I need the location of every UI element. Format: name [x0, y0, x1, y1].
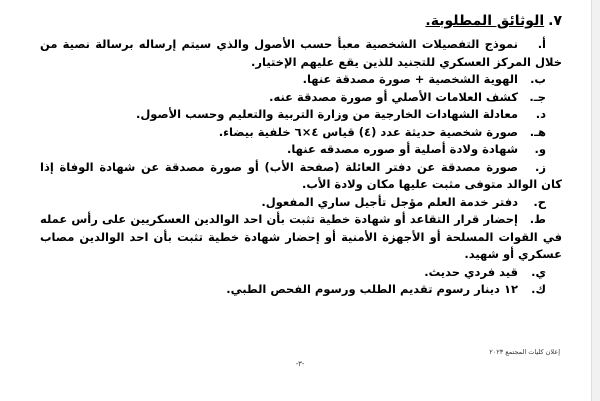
list-item — [40, 264, 562, 282]
item-text: كشف العلامات الأصلي أو صورة مصدقة عنه. — [269, 89, 518, 104]
item-text: نموذج التفصيلات الشخصية معبأ حسب الأصول والذي سيتم إرساله برسالة نصية من خلال المركز العسكري للتجنيد للذين يقع عليهم الإختيار. — [40, 37, 562, 69]
item-letter: و. — [534, 142, 546, 156]
page-edge — [591, 0, 600, 401]
item-text: إحضار قرار التقاعد أو شهادة خطية تثبت بأن احد الوالدين العسكريين على رأس عمله في القوات المسلحة أو الأجهزة الأمنية أو إحضار شهادة خطية تثبت بأن احد الوالدين مصاب عسكري أو شهيد. — [40, 212, 562, 261]
item-letter: أ. — [537, 37, 546, 51]
item-text: قيد فردي حديث. — [424, 264, 518, 279]
item-letter: ب. — [530, 72, 546, 86]
list-item — [40, 71, 562, 89]
item-text: دفتر خدمة العلم مؤجل تأجيل ساري المفعول. — [261, 194, 518, 209]
section-title: الوثائق المطلوبة. — [425, 13, 545, 29]
list-item — [40, 89, 562, 107]
footer-note: إعلان كليات المجتمع ٢٠٢٣ — [489, 348, 560, 356]
item-text: شهادة ولادة أصلية أو صوره مصدقه عنها. — [287, 142, 518, 156]
item-text: صورة شخصية حديثة عدد (٤) قياس ٤×٦ خلفية بيضاء. — [218, 124, 518, 139]
item-letter: د. — [535, 107, 546, 121]
item-letter: ي. — [531, 264, 546, 279]
item-text: معادلة الشهادات الخارجية من وزارة التربية والتعليم وحسب الأصول. — [135, 107, 518, 121]
list-item — [40, 281, 562, 299]
item-letter: ك. — [531, 282, 546, 296]
list-item — [40, 159, 562, 194]
item-letter: جـ. — [529, 89, 546, 104]
item-text: الهوية الشخصية + صورة مصدقة عنها. — [302, 72, 518, 86]
list-item — [40, 36, 562, 71]
list-item — [40, 211, 562, 264]
item-letter: ز. — [535, 159, 546, 174]
list-item — [40, 141, 562, 159]
list-item — [40, 194, 562, 212]
item-letter: ط. — [529, 212, 546, 226]
item-text: ١٢ دينار رسوم تقديم الطلب ورسوم الفحص الطبي. — [226, 282, 518, 296]
page-number: -٣- — [295, 360, 305, 368]
section-number: ٧. — [548, 13, 562, 29]
section-heading — [40, 10, 562, 32]
document-body — [40, 10, 562, 299]
list-item — [40, 106, 562, 124]
list-item — [40, 124, 562, 142]
item-letter: هـ. — [529, 124, 546, 139]
item-text: صورة مصدقة عن دفتر العائلة (صفحة الأب) أو صورة مصدقة عن شهادة الوفاة إذا كان الوالد متوفى مثبت عليها مكان ولادة الأب. — [40, 159, 562, 191]
item-letter: ح. — [533, 194, 546, 209]
